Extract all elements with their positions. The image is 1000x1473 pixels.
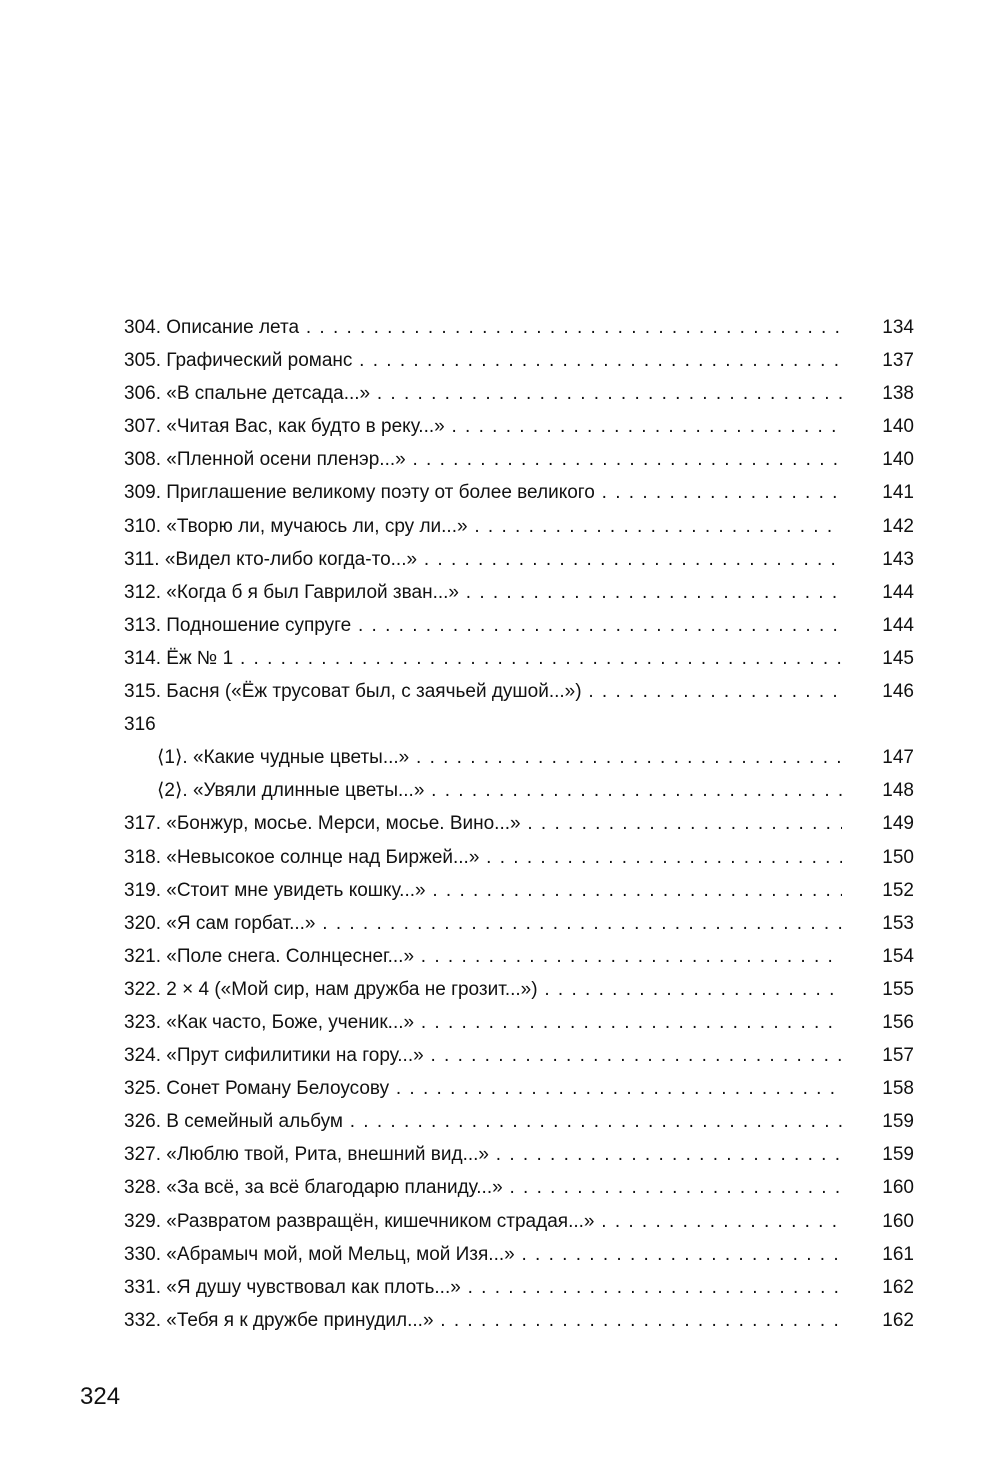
toc-entry-title: 326. В семейный альбум . . . [124, 1111, 842, 1132]
toc-entry-page: 134 [882, 317, 914, 338]
toc-entry [124, 443, 914, 476]
toc-entry [124, 1006, 914, 1039]
toc-entry-title: 317. «Бонжур, мосье. Мерси, мосье. Вино...» . . . [124, 813, 842, 834]
toc-entry-title: 320. «Я сам горбат...» . . . [124, 913, 842, 934]
toc-sub-entry [124, 774, 914, 807]
table-of-contents [124, 311, 914, 1337]
toc-entry [124, 1205, 914, 1238]
toc-entry-title: 307. «Читая Вас, как будто в реку...» . . . [124, 416, 842, 437]
toc-entry-page: 159 [882, 1144, 914, 1166]
toc-entry-page: 153 [882, 912, 914, 934]
toc-entry-title: ⟨1⟩. «Какие чудные цветы...» . . . [157, 747, 842, 768]
toc-entry-title: 327. «Люблю твой, Рита, внешний вид...» . . . [124, 1144, 842, 1165]
toc-entry [124, 642, 914, 675]
toc-entry-title: 321. «Поле снега. Солнцеснег...» . . . [124, 946, 842, 967]
toc-entry [124, 1105, 914, 1138]
toc-entry-page: 160 [882, 1177, 914, 1199]
toc-entry-page: 158 [882, 1078, 914, 1100]
toc-entry-title: 323. «Как часто, Боже, ученик...» . . . [124, 1012, 842, 1033]
toc-entry-page: 140 [882, 449, 914, 471]
toc-entry-title: 309. Приглашение великому поэту от более великого . . . [124, 482, 842, 503]
toc-entry-page: 144 [882, 614, 914, 636]
toc-entry [124, 973, 914, 1006]
toc-entry-title: 304. Описание лета . . . [124, 317, 842, 338]
toc-entry-page: 160 [882, 1210, 914, 1232]
toc-entry-title: ⟨2⟩. «Увяли длинные цветы...» . . . [157, 780, 842, 801]
toc-entry-title: 311. «Видел кто-либо когда-то...» . . . [124, 549, 842, 570]
toc-entry-page: 146 [882, 681, 914, 703]
toc-entry [124, 344, 914, 377]
toc-entry-title: 325. Сонет Роману Белоусову . . . [124, 1078, 842, 1099]
toc-entry [124, 377, 914, 410]
toc-entry-page: 156 [882, 1011, 914, 1033]
toc-entry-title: 312. «Когда б я был Гаврилой зван...» . . . [124, 582, 842, 603]
toc-entry-page: 162 [882, 1309, 914, 1331]
toc-entry-title: 310. «Творю ли, мучаюсь ли, сру ли...» . . . [124, 516, 842, 537]
toc-entry-title: 324. «Прут сифилитики на гору...» . . . [124, 1045, 842, 1066]
toc-entry-title: 319. «Стоит мне увидеть кошку...» . . . [124, 880, 842, 901]
toc-entry-page: 161 [882, 1243, 914, 1265]
toc-entry-page: 159 [882, 1111, 914, 1133]
toc-entry-page: 150 [882, 846, 914, 868]
toc-entry [124, 940, 914, 973]
toc-entry [124, 576, 914, 609]
toc-entry-title: 322. 2 × 4 («Мой сир, нам дружба не грозит...») . . . [124, 979, 842, 1000]
toc-entry-page: 137 [882, 350, 914, 372]
toc-entry-title: 318. «Невысокое солнце над Биржей...» . . . [124, 847, 842, 868]
toc-entry [124, 807, 914, 840]
toc-entry-page: 145 [882, 647, 914, 669]
toc-entry-page: 149 [882, 813, 914, 835]
toc-entry-page: 138 [882, 383, 914, 405]
toc-entry-title: 332. «Тебя я к дружбе принудил...» . . . [124, 1310, 842, 1331]
toc-entry-title: 328. «За всё, за всё благодарю планиду...» . . . [124, 1177, 842, 1198]
toc-entry-page: 157 [882, 1045, 914, 1067]
toc-entry-title: 330. «Абрамыч мой, мой Мельц, мой Изя...» . . . [124, 1244, 842, 1265]
toc-entry [124, 841, 914, 874]
toc-group-heading [124, 708, 914, 741]
page-number: 324 [80, 1383, 121, 1410]
toc-entry [124, 1039, 914, 1072]
toc-entry [124, 510, 914, 543]
toc-entry-page: 142 [882, 515, 914, 537]
toc-entry [124, 311, 914, 344]
toc-entry-title: 308. «Пленной осени пленэр...» . . . [124, 449, 842, 470]
toc-entry-page: 152 [882, 879, 914, 901]
toc-entry-page: 148 [882, 780, 914, 802]
toc-entry [124, 543, 914, 576]
toc-entry [124, 675, 914, 708]
toc-entry-title: 314. Ёж № 1 . . . [124, 648, 842, 669]
toc-sub-entry [124, 741, 914, 774]
toc-entry [124, 476, 914, 509]
toc-entry-page: 143 [882, 548, 914, 570]
toc-entry-page: 144 [882, 581, 914, 603]
toc-entry [124, 1171, 914, 1204]
toc-entry [124, 410, 914, 443]
toc-entry-title: 313. Подношение супруге . . . [124, 615, 842, 636]
toc-entry-title: 329. «Развратом развращён, кишечником страдая...» . . . [124, 1211, 842, 1232]
toc-entry-page: 147 [882, 747, 914, 769]
toc-entry [124, 1271, 914, 1304]
toc-entry-page: 162 [882, 1276, 914, 1298]
toc-entry-title: 306. «В спальне детсада...» . . . [124, 383, 842, 404]
toc-entry [124, 1238, 914, 1271]
toc-entry-page: 154 [882, 945, 914, 967]
toc-entry [124, 1304, 914, 1337]
toc-entry [124, 1138, 914, 1171]
toc-entry [124, 609, 914, 642]
toc-entry-title: 331. «Я душу чувствовал как плоть...» . . . [124, 1277, 842, 1298]
toc-entry-page: 155 [882, 978, 914, 1000]
toc-entry-title: 315. Басня («Ёж трусоват был, с заячьей душой...») . . . [124, 681, 842, 702]
toc-entry-page: 141 [882, 482, 914, 504]
toc-entry-title: 316 [124, 714, 156, 736]
toc-entry-title: 305. Графический романс . . . [124, 350, 842, 371]
toc-entry [124, 907, 914, 940]
toc-entry [124, 874, 914, 907]
toc-entry [124, 1072, 914, 1105]
toc-entry-page: 140 [882, 416, 914, 438]
